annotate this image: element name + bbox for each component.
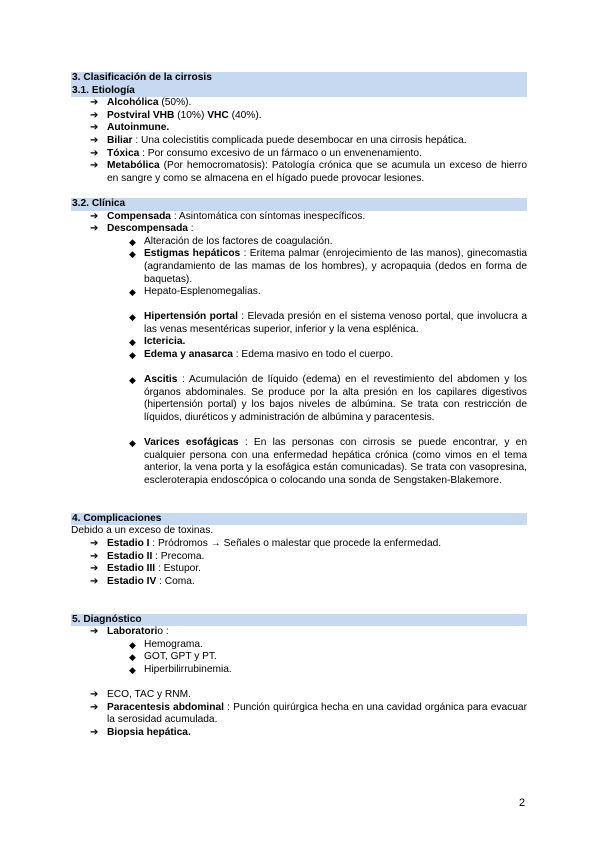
diamond-bullet-icon: ◆ [129, 337, 136, 348]
diamond-bullet-icon: ◆ [129, 639, 136, 650]
section-heading-complicaciones: 4. Complicaciones [71, 513, 527, 526]
arrow-icon: ➔ [90, 134, 99, 146]
arrow-icon: ➔ [90, 223, 99, 235]
arrow-icon: ➔ [90, 575, 99, 587]
arrow-icon: ➔ [90, 726, 99, 738]
list-item-estadio-2: ➔ Estadio II : Precoma. [90, 550, 205, 562]
subsection-heading-etiologia: 3.1. Etiología [71, 85, 527, 98]
list-item-alcoholica: ➔ Alcohólica (50%). [90, 97, 192, 109]
list-item-biliar: ➔ Biliar : Una colecistitis complicada puede desembocar en una cirrosis hepática. [90, 134, 467, 146]
list-item-estadio-3: ➔ Estadio III : Estupor. [90, 563, 201, 575]
list-item-eco: ➔ ECO, TAC y RNM. [90, 689, 191, 701]
arrow-icon: ➔ [90, 537, 99, 549]
arrow-icon: ➔ [90, 97, 99, 109]
sub-item-estigmas: ◆ Estigmas hepáticos : Eritema palmar (enrojecimiento de las manos), ginecomastia (agrandamiento de las mamas de los hombres), y acropaquia (dedos en forma de baquetas). [129, 248, 527, 285]
diamond-bullet-icon: ◆ [129, 249, 136, 260]
subsection-heading-clinica: 3.2. Clínica [71, 198, 527, 211]
diamond-bullet-icon: ◆ [129, 312, 136, 323]
diamond-bullet-icon: ◆ [129, 652, 136, 663]
arrow-icon: ➔ [90, 210, 99, 222]
sub-item-edema: ◆ Edema y anasarca : Edema masivo en todo el cuerpo. [129, 349, 394, 361]
sub-item-coagulacion: ◆ Alteración de los factores de coagulación. [129, 235, 333, 247]
diamond-bullet-icon: ◆ [129, 664, 136, 675]
list-item-toxica: ➔ Tóxica : Por consumo excesivo de un fármaco o un envenenamiento. [90, 147, 422, 159]
list-item-paracentesis: ➔ Paracentesis abdominal : Punción quirúrgica hecha en una cavidad orgánica para evacuar la serosidad acumulada. [90, 701, 527, 726]
sub-item-varices: ◆ Varices esofágicas : En las personas con cirrosis se puede encontrar, y en cualquier persona con una enfermedad hepática crónica (como vimos en el tema anterior, la vena porta y la esofágica están comunicadas). Se trata con vasopresina, escleroterapia endoscópica o colocando una sonda de Sengstaken-Blakemore. [129, 437, 527, 486]
page-content [71, 72, 527, 739]
arrow-icon: ➔ [90, 160, 99, 172]
arrow-icon: ➔ [90, 122, 99, 134]
list-item-metabolica: ➔ Metabólica (Por hemocromatosis): Patología crónica que se acumula un exceso de hierro en sangre y como se almacena en el hígado puede provocar lesiones. [90, 160, 527, 184]
sub-item-ascitis: ◆ Ascitis : Acumulación de líquido (edema) en el revestimiento del abdomen y los órganos abdominales. Se produce por la alta presión en los capilares digestivos (hipertensión portal) y los bajos niveles de albúmina. Se trata con restricción de líquidos, diuréticos y administración de albúmina y paracentesis. [129, 374, 527, 424]
arrow-icon: ➔ [90, 550, 99, 562]
list-item-autoinmune: ➔ Autoinmune. [90, 122, 170, 134]
list-item-descompensada: ➔ Descompensada : [90, 223, 194, 235]
sub-item-hiperbilirrubinemia: ◆ Hiperbilirrubinemia. [129, 663, 232, 675]
arrow-icon: ➔ [90, 701, 99, 713]
sub-item-hipertension: ◆ Hipertensión portal : Elevada presión en el sistema venoso portal, que involucra a las venas mesentéricas superior, inferior y la vena esplénica. [129, 311, 527, 335]
sub-item-hepato: ◆ Hepato-Esplenomegalias. [129, 286, 261, 298]
sub-item-ictericia: ◆ Ictericia. [129, 336, 186, 348]
diamond-bullet-icon: ◆ [129, 350, 136, 361]
complicaciones-intro: Debido a un exceso de toxinas. [71, 525, 214, 537]
section-heading-clasificacion: 3. Clasificación de la cirrosis [71, 72, 527, 85]
arrow-icon: ➔ [90, 109, 99, 121]
list-item-estadio-1: ➔ Estadio I : Pródromos → Señales o malestar que procede la enfermedad. [90, 537, 442, 549]
arrow-icon: ➔ [90, 563, 99, 575]
list-item-biopsia: ➔ Biopsia hepática. [90, 726, 191, 738]
arrow-icon: ➔ [90, 147, 99, 159]
list-item-laboratorio: ➔ Laboratorio : [90, 626, 169, 638]
list-item-postviral: ➔ Postviral VHB (10%) VHC (40%). [90, 109, 262, 121]
section-heading-diagnostico: 5. Diagnóstico [71, 614, 527, 627]
sub-item-hemograma: ◆ Hemograma. [129, 638, 203, 650]
diamond-bullet-icon: ◆ [129, 236, 136, 247]
list-item-compensada: ➔ Compensada : Asintomática con síntomas inespecíficos. [90, 210, 366, 222]
sub-item-got: ◆ GOT, GPT y PT. [129, 651, 217, 663]
diamond-bullet-icon: ◆ [129, 438, 136, 449]
list-item-estadio-4: ➔ Estadio IV : Coma. [90, 575, 195, 587]
page-number: 2 [519, 797, 526, 809]
arrow-icon: ➔ [90, 689, 99, 701]
diamond-bullet-icon: ◆ [129, 287, 136, 298]
diamond-bullet-icon: ◆ [129, 375, 136, 386]
arrow-icon: ➔ [90, 626, 99, 638]
